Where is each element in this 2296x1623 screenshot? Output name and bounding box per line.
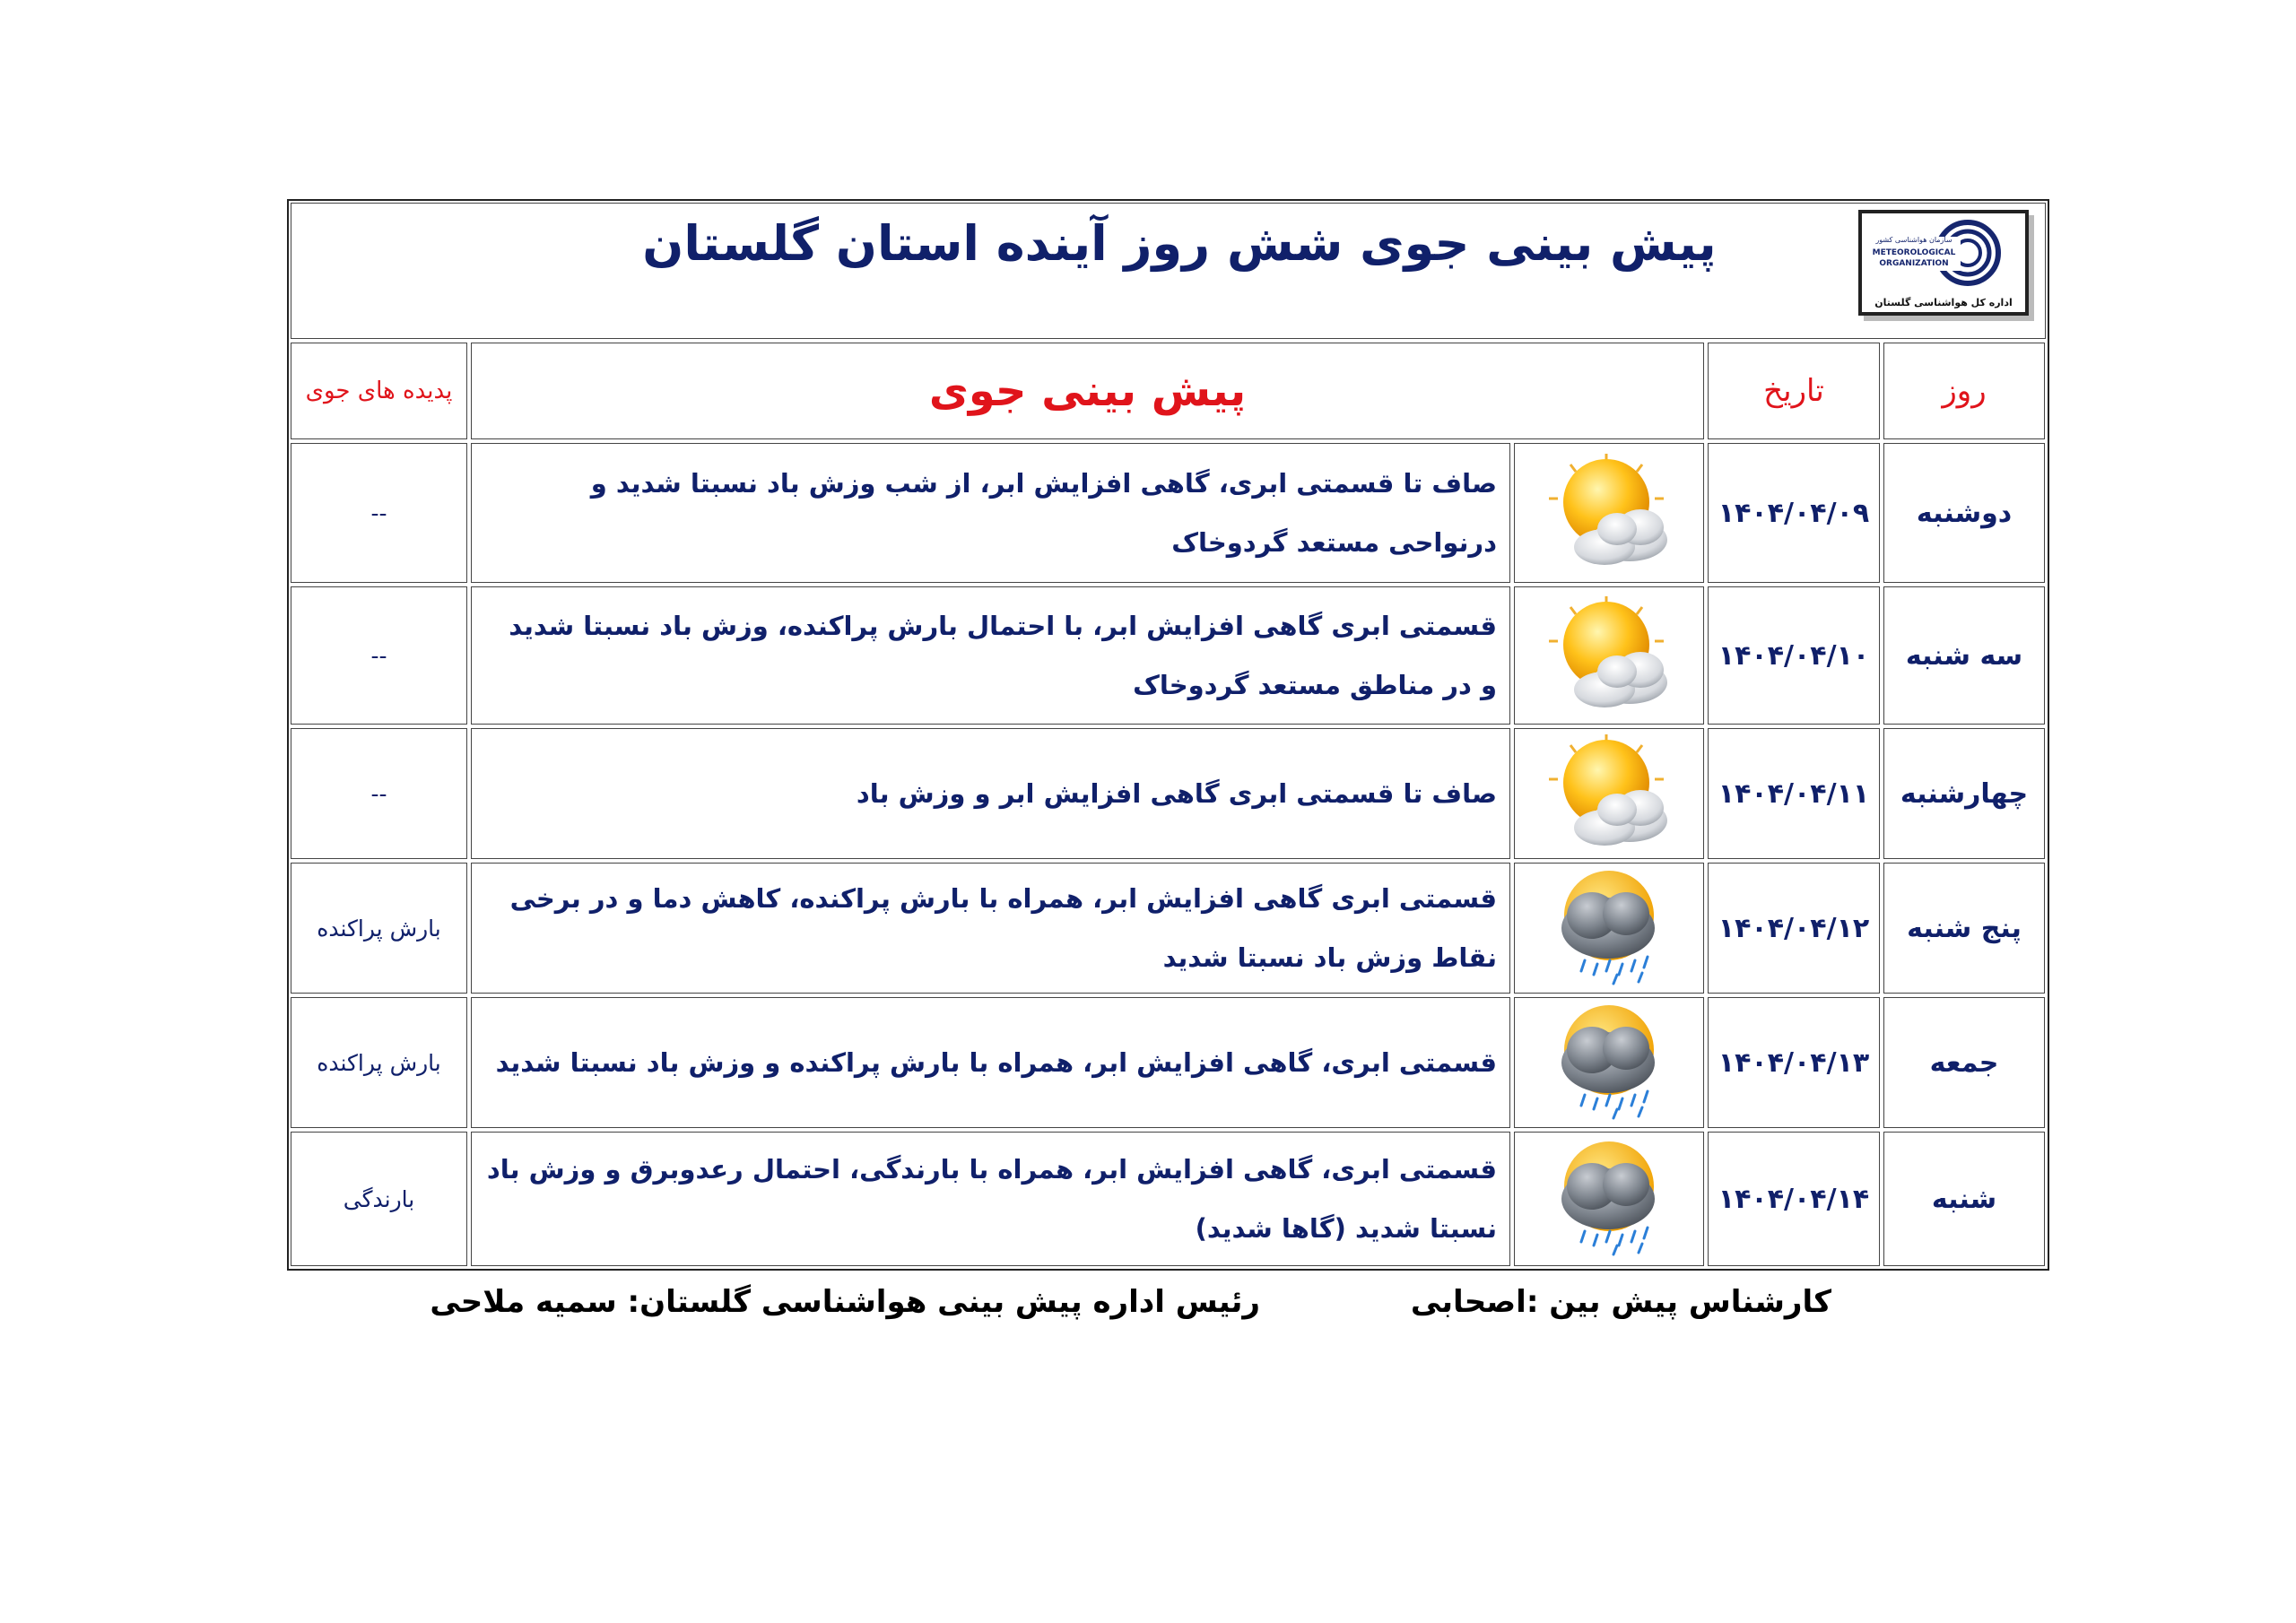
logo-text-line: ORGANIZATION	[1879, 259, 1949, 268]
row-weather-icon-cell	[1514, 586, 1704, 725]
row-day: پنج شنبه	[1883, 863, 2045, 994]
row-forecast-text: قسمتی ابری گاهی افزایش ابر، همراه با بارش پراکنده، کاهش دما و در برخی نقاط وزش باد نسبتا شدید	[471, 863, 1510, 994]
row-phenomena: بارندگی	[291, 1132, 467, 1266]
row-phenomena: بارش پراکنده	[291, 997, 467, 1128]
row-day: سه شنبه	[1883, 586, 2045, 725]
header-date: تاریخ	[1708, 343, 1880, 439]
rain-cloud-icon	[1542, 864, 1676, 993]
row-day: چهارشنبه	[1883, 728, 2045, 859]
partly-cloudy-icon	[1542, 448, 1676, 577]
header-day: روز	[1883, 343, 2045, 439]
meteorological-logo	[1858, 210, 2029, 316]
page-title: پیش بینی جوی شش روز آینده استان گلستان	[642, 215, 1717, 272]
row-weather-icon-cell	[1514, 863, 1704, 994]
logo-text-line: METEOROLOGICAL	[1872, 248, 1956, 257]
row-date: ۱۴۰۴/۰۴/۱۲	[1708, 863, 1880, 994]
rain-cloud-icon	[1542, 1134, 1676, 1263]
row-forecast-text: قسمتی ابری، گاهی افزایش ابر، همراه با بارندگی، احتمال رعدوبرق و وزش باد نسبتا شدید (گاها شدید)	[471, 1132, 1510, 1266]
rain-cloud-icon	[1542, 998, 1676, 1127]
head-of-office: رئیس اداره پیش بینی هواشناسی گلستان: سمیه ملاحی	[430, 1284, 1260, 1320]
row-phenomena: بارش پراکنده	[291, 863, 467, 994]
header-forecast: پیش بینی جوی	[471, 343, 1704, 439]
row-weather-icon-cell	[1514, 443, 1704, 583]
row-day: شنبه	[1883, 1132, 2045, 1266]
row-date: ۱۴۰۴/۰۴/۰۹	[1708, 443, 1880, 583]
row-forecast-text: صاف تا قسمتی ابری گاهی افزایش ابر و وزش باد	[471, 728, 1510, 859]
row-day: دوشنبه	[1883, 443, 2045, 583]
row-phenomena: --	[291, 443, 467, 583]
logo-text-line: سازمان هواشناسی کشور	[1875, 236, 1952, 244]
row-date: ۱۴۰۴/۰۴/۱۴	[1708, 1132, 1880, 1266]
row-day: جمعه	[1883, 997, 2045, 1128]
partly-cloudy-icon	[1542, 729, 1676, 858]
row-phenomena: --	[291, 728, 467, 859]
row-forecast-text: صاف تا قسمتی ابری، گاهی افزایش ابر، از شب وزش باد نسبتا شدید و درنواحی مستعد گردوخاک	[471, 443, 1510, 583]
row-weather-icon-cell	[1514, 728, 1704, 859]
row-date: ۱۴۰۴/۰۴/۱۳	[1708, 997, 1880, 1128]
row-phenomena: --	[291, 586, 467, 725]
logo-caption: اداره کل هواشناسی گلستان	[1874, 297, 2013, 308]
row-weather-icon-cell	[1514, 1132, 1704, 1266]
row-forecast-text: قسمتی ابری گاهی افزایش ابر، با احتمال بارش پراکنده، وزش باد نسبتا شدید و در مناطق مستعد گردوخاک	[471, 586, 1510, 725]
row-forecast-text: قسمتی ابری، گاهی افزایش ابر، همراه با بارش پراکنده و وزش باد نسبتا شدید	[471, 997, 1510, 1128]
forecaster-name: کارشناس پیش بین :اصحابی	[1410, 1284, 1831, 1320]
header-phenomena: پدیده های جوی	[291, 343, 467, 439]
partly-cloudy-icon	[1542, 591, 1676, 720]
row-weather-icon-cell	[1514, 997, 1704, 1128]
row-date: ۱۴۰۴/۰۴/۱۱	[1708, 728, 1880, 859]
row-date: ۱۴۰۴/۰۴/۱۰	[1708, 586, 1880, 725]
